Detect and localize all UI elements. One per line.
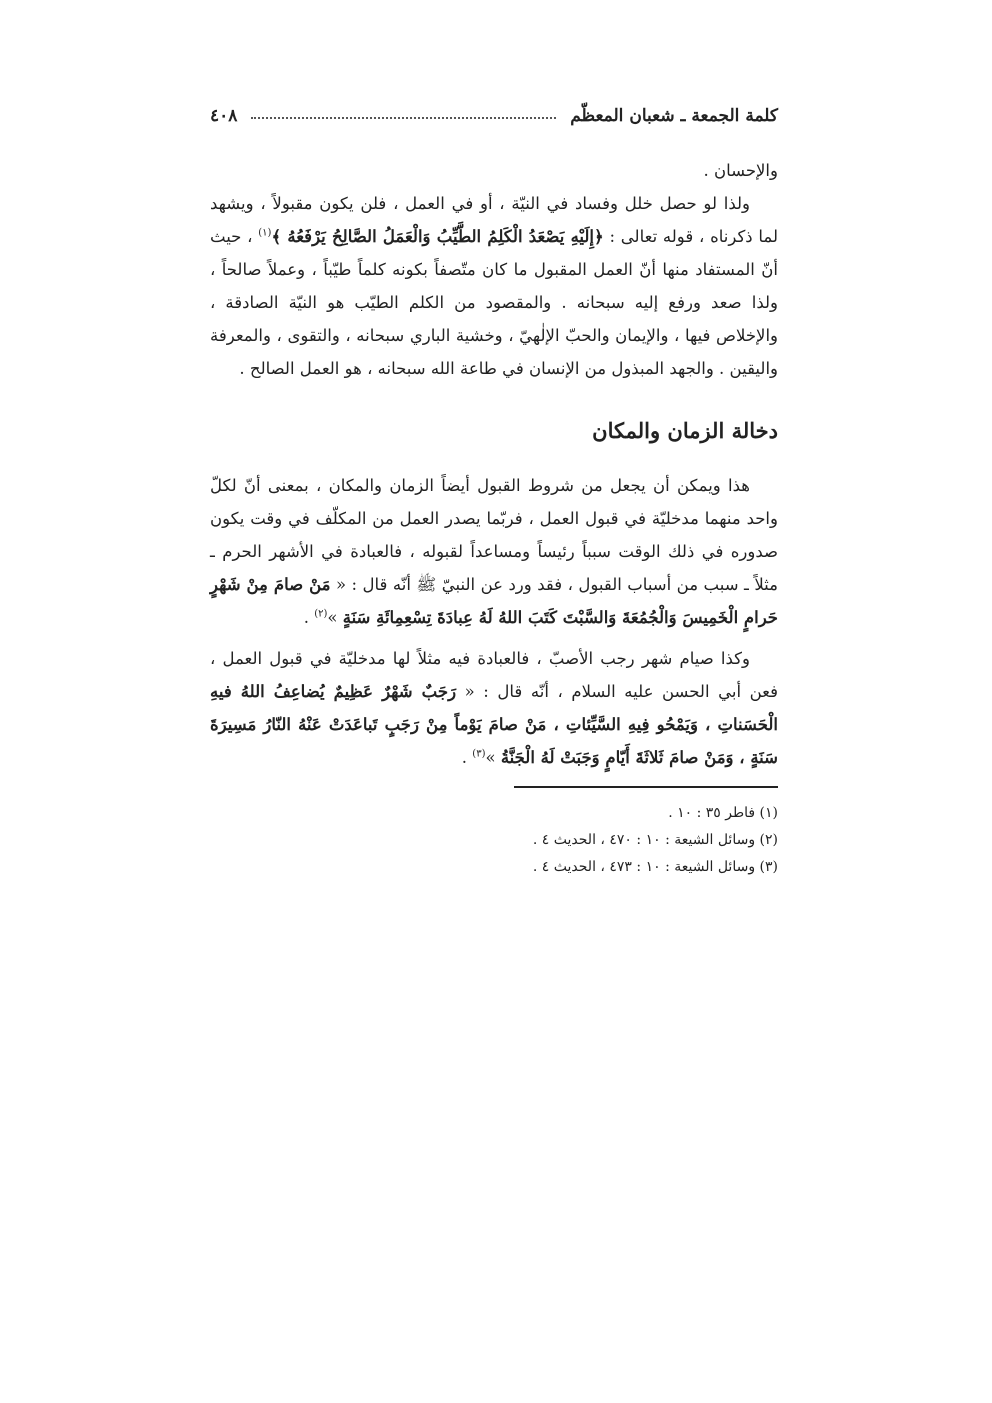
running-header: [210, 96, 778, 136]
hadith-quote: رَجَبٌ شَهْرٌ عَظِيمٌ يُضاعِفُ اللهُ فيهِ الْحَسَناتِ ، وَيَمْحُو فِيهِ السَّيِّئاتِ ، مَنْ صامَ يَوْماً مِنْ رَجَبٍ تَباعَدَتْ عَنْهُ النّارُ مَسِيرَةَ سَنَةٍ ، وَمَنْ صامَ ثَلاثَةَ أَيّامٍ وَجَبَتْ لَهُ الْجَنَّةُ: [210, 682, 778, 767]
page: [210, 96, 778, 881]
text-run: ولذا لو حصل خلل وفساد في النيّة ، أو في العمل ، فلن يكون مقبولاً ، ويشهد لما ذكرناه ، قوله تعالى :: [210, 194, 779, 246]
footnotes: [210, 800, 778, 881]
header-dot-leader: [251, 117, 556, 119]
hadith-quote: مَنْ صامَ مِنْ شَهْرٍ حَرامٍ الْخَمِيسَ وَالْجُمُعَةَ وَالسَّبْتَ كَتَبَ اللهُ لَهُ عِبادَةَ تِسْعِمِائَةِ سَنَةٍ: [210, 575, 778, 627]
text-run: .: [461, 748, 473, 767]
text-run: ، حيث أنّ المستفاد منها أنّ العمل المقبول ما كان متّصفاً بكونه كلماً طيّباً ، وعملاً صالحاً ، ولذا صعد ورفع إليه سبحانه . والمقصود من الكلم الطيّب هو النيّة الصادقة ، والإخلاص فيها ، والإيمان والحبّ الإلٰهيّ ، وخشية الباري سبحانه ، والتقوى ، والمعرفة واليقين . والجهد المبذول من الإنسان في طاعة الله سبحانه ، هو العمل الصالح .: [210, 227, 778, 378]
section-heading: دخالة الزمان والمكان: [592, 418, 778, 443]
paragraph: [210, 469, 778, 634]
paragraph: [210, 187, 778, 385]
text-run: »: [327, 608, 343, 627]
text-run: وكذا صيام شهر رجب الأصبّ ، فالعبادة فيه مثلاً لها مدخليّة في قبول العمل ، فعن أبي الحسن عليه السلام ، أنّه قال : «: [210, 649, 779, 701]
footnote-ref[interactable]: (٢): [314, 608, 328, 620]
footnote: (٣) وسائل الشيعة : ١٠ : ٤٧٣ ، الحديث ٤ .: [532, 859, 778, 875]
paragraph: [210, 642, 778, 774]
footnote-separator: [514, 786, 778, 788]
footnote-ref[interactable]: (٣): [472, 748, 486, 760]
text-run: هذا ويمكن أن يجعل من شروط القبول أيضاً الزمان والمكان ، بمعنى أنّ لكلّ واحد منهما مدخليّة في قبول العمل ، فربّما يصدر العمل من المكلّف في وقت يكون صدوره في ذلك الوقت سبباً رئيساً ومساعداً لقبوله ، فالعبادة في الأشهر الحرم ـ مثلاً ـ سبب من أسباب القبول ، فقد ورد عن النبيّ ﷺ أنّه قال : «: [210, 476, 778, 594]
body-text: [210, 154, 778, 774]
text-run: »: [485, 748, 501, 767]
header-title: كلمة الجمعة ـ شعبان المعظّم: [570, 106, 778, 126]
footnote-ref[interactable]: (١): [258, 227, 272, 239]
quran-verse: ﴿إِلَيْهِ يَصْعَدُ الْكَلِمُ الطَّيِّبُ وَالْعَمَلُ الصَّالِحُ يَرْفَعُهُ ﴾: [271, 227, 604, 246]
page-number: ٤٠٨: [210, 106, 238, 126]
paragraph: والإحسان .: [703, 161, 778, 180]
footnote: (١) فاطر ٣٥ : ١٠ .: [668, 805, 778, 821]
text-run: .: [303, 608, 315, 627]
footnote: (٢) وسائل الشيعة : ١٠ : ٤٧٠ ، الحديث ٤ .: [532, 832, 778, 848]
